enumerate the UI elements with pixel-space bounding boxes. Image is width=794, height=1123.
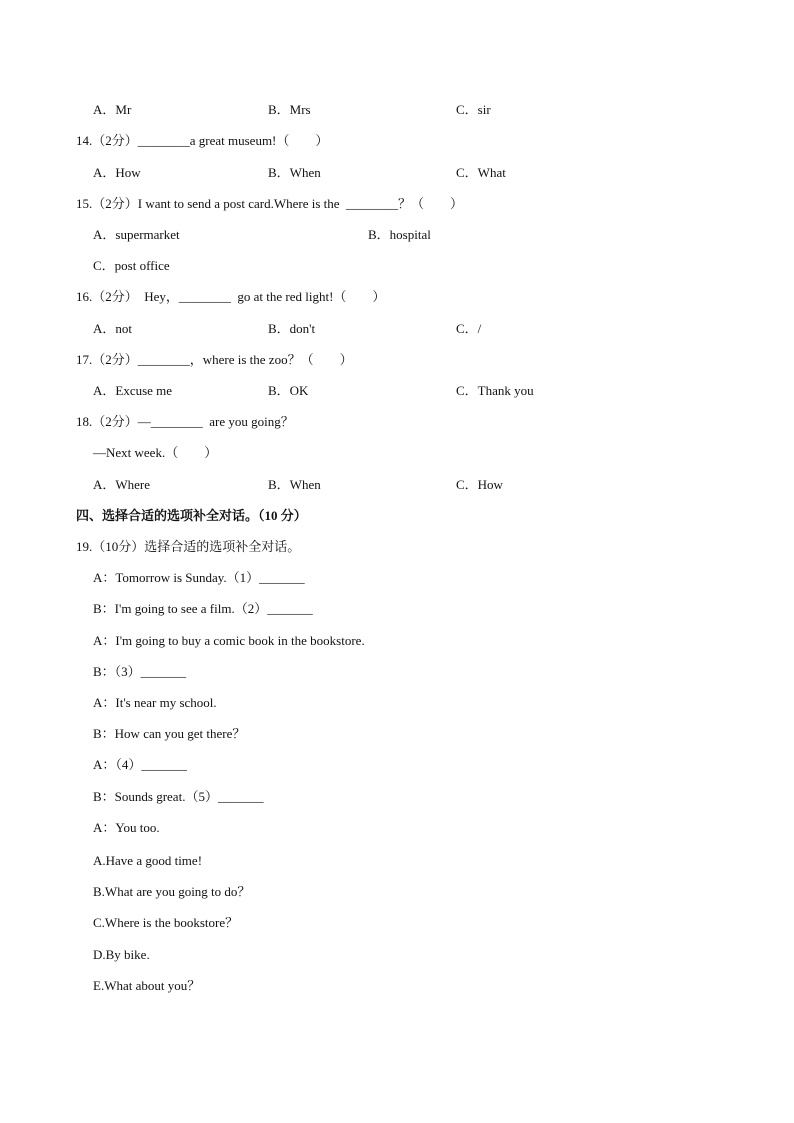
q18-reply: —Next week.（ ）	[93, 445, 218, 460]
q17-option-c: C．Thank you	[456, 383, 534, 398]
dialogue-line: A：It's near my school.	[93, 695, 217, 710]
dialogue-line: B：Sounds great.（5）_______	[93, 789, 264, 804]
choice-item: D.By bike.	[93, 947, 150, 962]
q16-option-b: B．don't	[268, 321, 316, 336]
q18-option-b: B．When	[268, 477, 321, 492]
q14-option-a: A．How	[93, 165, 141, 180]
q18-option-a: A．Where	[93, 477, 151, 492]
q16-option-c: C．/	[456, 321, 482, 336]
q19-stem: 19.（10分）选择合适的选项补全对话。	[76, 539, 301, 554]
q18-option-c: C．How	[456, 477, 503, 492]
q17-option-a: A．Excuse me	[93, 383, 173, 398]
q17-stem: 17.（2分）________，where is the zoo？（ ）	[76, 352, 353, 367]
dialogue-line: A：I'm going to buy a comic book in the bookstore.	[93, 633, 365, 648]
q13-option-c: C．sir	[456, 102, 491, 117]
q14-option-c: C．What	[456, 165, 506, 180]
q14-option-b: B．When	[268, 165, 321, 180]
q13-option-b: B．Mrs	[268, 102, 311, 117]
choice-item: C.Where is the bookstore？	[93, 915, 239, 930]
choice-item: A.Have a good time!	[93, 853, 203, 868]
q15-option-a: A．supermarket	[93, 227, 180, 242]
dialogue-line: B：（3）_______	[93, 664, 187, 679]
q15-stem: 15.（2分）I want to send a post card.Where is the ________？（ ）	[76, 196, 464, 211]
q16-option-a: A．not	[93, 321, 133, 336]
dialogue-line: A：Tomorrow is Sunday.（1）_______	[93, 570, 305, 585]
q14-stem: 14.（2分）________a great museum!（ ）	[76, 133, 329, 148]
q15-option-b: B．hospital	[368, 227, 431, 242]
q17-option-b: B．OK	[268, 383, 309, 398]
q15-option-c: C．post office	[93, 258, 170, 273]
q16-stem: 16.（2分） Hey，________ go at the red light!（ ）	[76, 289, 386, 304]
section-heading: 四、选择合适的选项补全对话。（10 分）	[76, 508, 307, 523]
q13-option-a: A．Mr	[93, 102, 132, 117]
dialogue-line: B：I'm going to see a film.（2）_______	[93, 601, 313, 616]
q18-stem: 18.（2分）—________ are you going？	[76, 414, 294, 429]
dialogue-line: A：（4）_______	[93, 757, 187, 772]
choice-item: B.What are you going to do？	[93, 884, 251, 899]
dialogue-line: A：You too.	[93, 820, 160, 835]
dialogue-line: B：How can you get there？	[93, 726, 246, 741]
choice-item: E.What about you？	[93, 978, 201, 993]
